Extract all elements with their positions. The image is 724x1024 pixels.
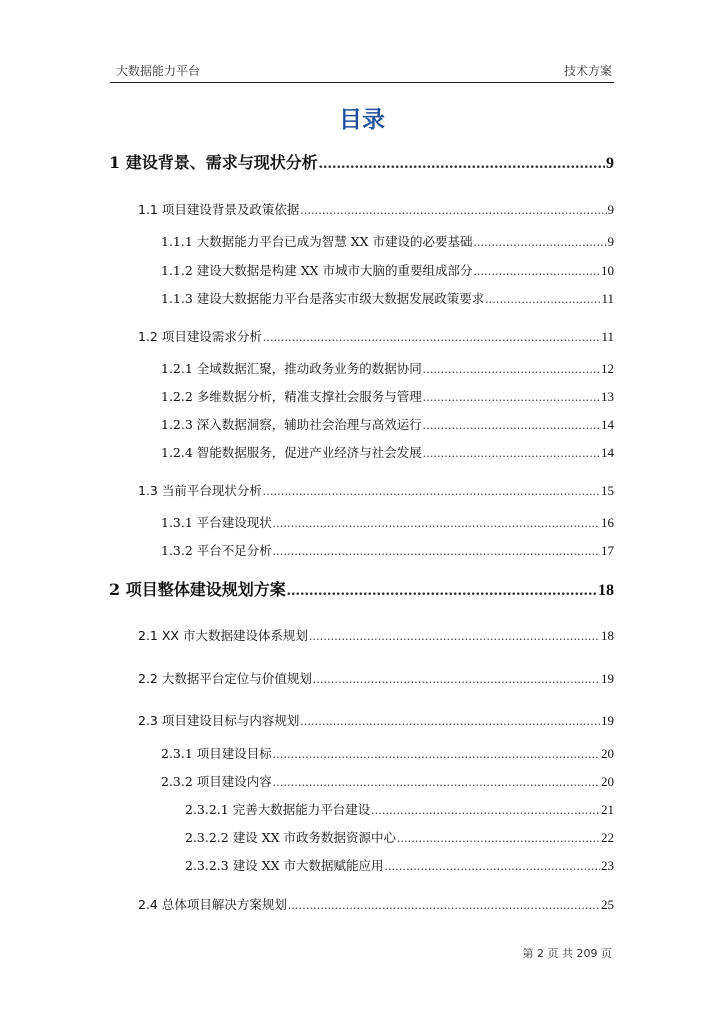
toc-entry[interactable] [185,828,614,846]
toc-leader-dots [273,516,600,531]
toc-entry-page: 20 [601,746,614,761]
toc-entry-text: 1 建设背景、需求与现状分析 [109,153,318,172]
page-title: 目录 [339,107,385,133]
toc-leader-dots [397,831,600,846]
toc-entry[interactable] [161,387,614,405]
toc-entry-text: 1.1.3 建设大数据能力平台是落实市级大数据发展政策要求 [161,291,485,306]
toc-entry-text: 1.3 当前平台现状分析 [138,483,262,498]
toc-entry-text: 1.3.1 平台建设现状 [161,515,272,530]
toc-entry[interactable] [185,856,614,874]
toc-entry-page: 22 [601,830,614,845]
toc-leader-dots [384,859,600,874]
toc-entry-page: 14 [601,417,614,432]
toc-entry-page: 25 [601,897,614,912]
toc-entry-text: 1.2.4 智能数据服务，促进产业经济与社会发展 [161,445,422,460]
toc-entry[interactable] [109,577,614,600]
toc-entry[interactable] [109,150,614,173]
toc-leader-dots [319,155,605,173]
toc-entry[interactable] [138,481,614,499]
toc-entry-text: 2.3 项目建设目标与内容规划 [138,713,300,728]
toc-entry-text: 1.1.2 建设大数据是构建 XX 市城市大脑的重要组成部分 [161,263,473,278]
toc-leader-dots [313,672,600,687]
toc-entry-text: 2.3.2.3 建设 XX 市大数据赋能应用 [185,858,384,873]
toc-entry-page: 21 [601,802,614,817]
toc-entry-text: 2.3.1 项目建设目标 [161,746,272,761]
toc-leader-dots [273,775,600,790]
toc-entry-page: 12 [601,361,614,376]
header-left-title: 大数据能力平台 [116,64,201,78]
toc-entry[interactable] [138,711,614,729]
toc-entry-page: 18 [601,628,614,643]
toc-entry-page: 18 [598,582,614,599]
toc-leader-dots [423,446,600,461]
header-right-title: 技术方案 [563,64,612,78]
toc-entry-text: 1.2.2 多维数据分析，精准支撑社会服务与管理 [161,389,422,404]
toc-leader-dots [300,203,606,218]
toc-entry[interactable] [138,895,614,913]
toc-entry-page: 11 [601,329,614,344]
toc-entry-page: 16 [601,515,614,530]
toc-entry[interactable] [161,541,614,559]
toc-entry[interactable] [138,200,614,218]
toc-entry[interactable] [161,415,614,433]
header-divider [110,82,614,83]
toc-entry-text: 2.3.2.2 建设 XX 市政务数据资源中心 [185,830,396,845]
toc-leader-dots [309,629,600,644]
toc-entry[interactable] [161,772,614,790]
toc-entry-text: 2.1 XX 市大数据建设体系规划 [138,628,308,643]
toc-entry-page: 19 [601,671,614,686]
toc-entry-page: 11 [601,291,614,306]
toc-leader-dots [474,264,600,279]
toc-entry[interactable] [138,669,614,687]
toc-entry-text: 2.3.2 项目建设内容 [161,774,272,789]
toc-entry[interactable] [161,232,614,250]
toc-leader-dots [371,803,600,818]
toc-leader-dots [485,292,600,307]
toc-entry[interactable] [138,626,614,644]
toc-entry[interactable] [161,289,614,307]
toc-leader-dots [474,235,607,250]
toc-entry[interactable] [185,800,614,818]
toc-leader-dots [423,390,600,405]
toc-entry-text: 1.2.1 全域数据汇聚，推动政务业务的数据协同 [161,361,422,376]
toc-entry-page: 20 [601,774,614,789]
toc-entry-page: 14 [601,445,614,460]
toc-entry-page: 15 [601,483,614,498]
toc-entry-page: 9 [607,202,614,217]
toc-entry-page: 17 [601,543,614,558]
toc-entry-page: 9 [607,234,614,249]
toc-entry-text: 1.2 项目建设需求分析 [138,329,262,344]
toc-leader-dots [288,898,600,913]
toc-entry-text: 2.2 大数据平台定位与价值规划 [138,671,312,686]
toc-entry[interactable] [161,744,614,762]
toc-entry-text: 2.3.2.1 完善大数据能力平台建设 [185,802,371,817]
toc-leader-dots [273,544,600,559]
toc-entry-text: 1.1.1 大数据能力平台已成为智慧 XX 市建设的必要基础 [161,234,473,249]
toc-entry-page: 23 [601,858,614,873]
toc-entry[interactable] [138,327,614,345]
toc-leader-dots [423,418,600,433]
toc-entry-text: 2.4 总体项目解决方案规划 [138,897,287,912]
toc-entry-page: 9 [606,155,614,172]
toc-entry-page: 19 [601,713,614,728]
toc-entry[interactable] [161,359,614,377]
toc-entry-text: 2 项目整体建设规划方案 [109,580,286,599]
toc-entry[interactable] [161,261,614,279]
toc-entry-page: 13 [601,389,614,404]
toc-leader-dots [263,330,601,345]
toc-entry-text: 1.1 项目建设背景及政策依据 [138,202,300,217]
toc-entry[interactable] [161,513,614,531]
toc-leader-dots [423,362,600,377]
toc-leader-dots [300,714,600,729]
toc-leader-dots [287,582,597,600]
toc-entry[interactable] [161,443,614,461]
toc-entry-text: 1.2.3 深入数据洞察，辅助社会治理与高效运行 [161,417,422,432]
toc-leader-dots [263,484,600,499]
toc-entry-page: 10 [601,263,614,278]
page-footer: 第 2 页 共 209 页 [522,947,612,960]
toc-leader-dots [273,747,600,762]
toc-entry-text: 1.3.2 平台不足分析 [161,543,272,558]
